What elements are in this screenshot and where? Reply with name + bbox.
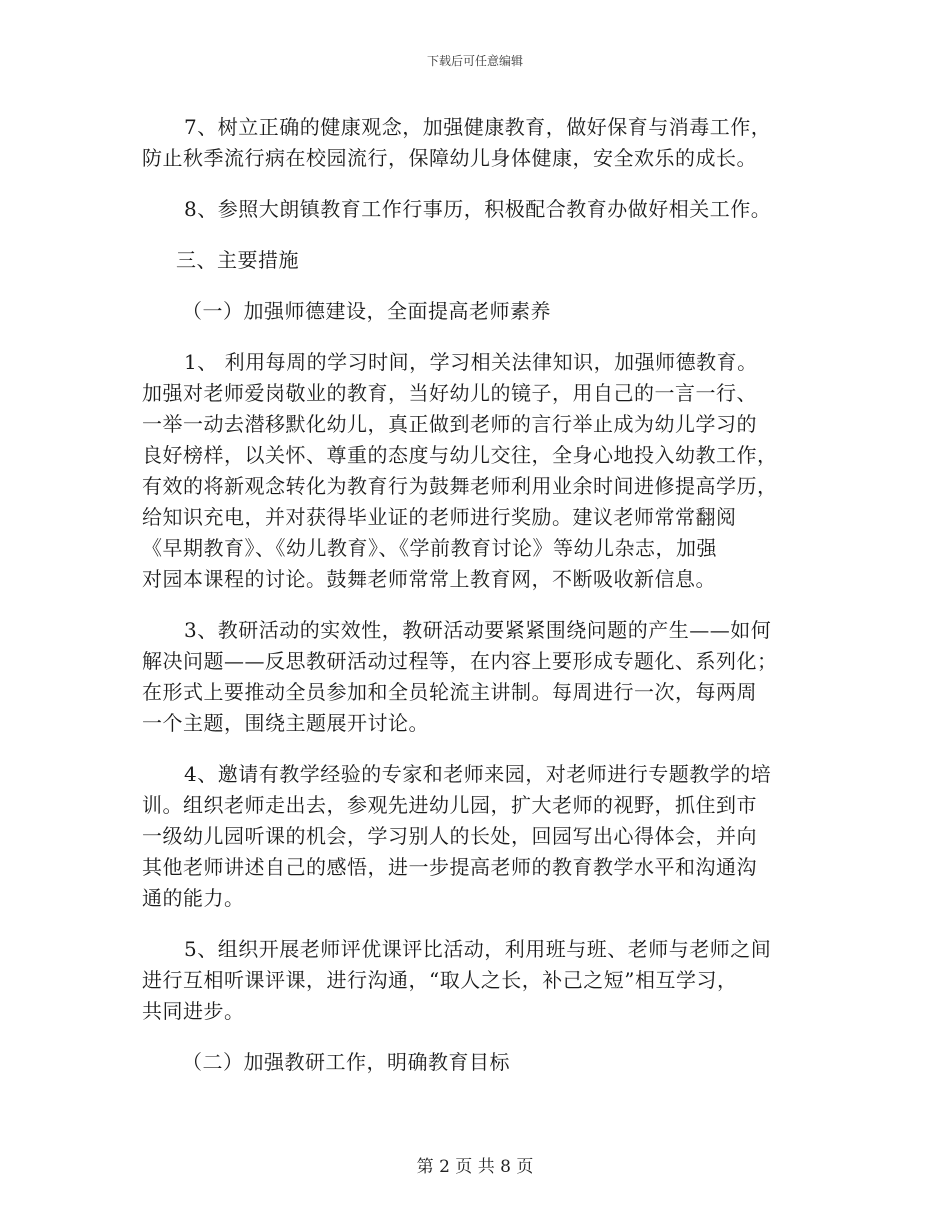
- text-line: 进行互相听课评课，进行沟通，“取人之长，补己之短”相互学习，: [142, 968, 738, 992]
- text-line: 良好榜样，以关怀、尊重的态度与幼儿交往，全身心地投入幼教工作，: [142, 443, 778, 467]
- paragraph-measure-5: [142, 934, 812, 1027]
- document-body: [142, 112, 812, 1078]
- text-line: 通的能力。: [142, 886, 245, 910]
- text-line: 1、 利用每周的学习时间，学习相关法律知识，加强师德教育。: [184, 350, 758, 374]
- subsection-heading-2: [142, 1047, 812, 1078]
- text-line: 训。组织老师走出去，参观先进幼儿园，扩大老师的视野，抓住到市: [142, 793, 757, 817]
- section-heading-measures: [142, 245, 812, 276]
- text-line: 一级幼儿园听课的机会，学习别人的长处，回园写出心得体会，并向: [142, 824, 757, 848]
- page-number: 第 2 页 共 8 页: [416, 1157, 534, 1177]
- text-line: 解决问题——反思教研活动过程等，在内容上要形成专题化、系列化；: [142, 649, 778, 673]
- section-heading: 三、主要措施: [176, 248, 299, 272]
- paragraph-item-7: [142, 112, 812, 174]
- text-line: 给知识充电，并对获得毕业证的老师进行奖励。建议老师常常翻阅: [142, 505, 737, 529]
- paragraph-measure-3: [142, 615, 812, 739]
- text-line: 一举一动去潜移默化幼儿，真正做到老师的言行举止成为幼儿学习的: [142, 412, 757, 436]
- paragraph-measure-1: [142, 347, 812, 595]
- paragraph-item-8: [142, 194, 812, 225]
- text-line: 8、参照大朗镇教育工作行事历，积极配合教育办做好相关工作。: [184, 197, 772, 221]
- subsection-heading-1: [142, 296, 812, 327]
- text-line: 对园本课程的讨论。鼓舞老师常常上教育网，不断吸收新信息。: [142, 567, 716, 591]
- text-line: 一个主题，围绕主题展开讨论。: [142, 711, 429, 735]
- text-line: 5、组织开展老师评优课评比活动，利用班与班、老师与老师之间: [184, 937, 772, 961]
- subsection-heading: （一）加强师德建设，全面提高老师素养: [182, 299, 551, 323]
- text-line: 《早期教育》、《幼儿教育》、《学前教育讨论》等幼儿杂志，加强: [142, 536, 717, 560]
- text-line: 其他老师讲述自己的感悟，进一步提高老师的教育教学水平和沟通沟: [142, 855, 757, 879]
- text-line: 防止秋季流行病在校园流行，保障幼儿身体健康，安全欢乐的成长。: [142, 146, 757, 170]
- text-line: 有效的将新观念转化为教育行为鼓舞老师利用业余时间进修提高学历，: [142, 474, 778, 498]
- header-note: 下载后可任意编辑: [426, 54, 523, 68]
- text-line: 在形式上要推动全员参加和全员轮流主讲制。每周进行一次，每两周: [142, 680, 757, 704]
- text-line: 加强对老师爱岗敬业的教育，当好幼儿的镜子，用自己的一言一行、: [142, 381, 757, 405]
- text-line: 共同进步。: [142, 999, 245, 1023]
- subsection-heading: （二）加强教研工作，明确教育目标: [182, 1050, 510, 1074]
- text-line: 4、邀请有教学经验的专家和老师来园，对老师进行专题教学的培: [184, 762, 772, 786]
- text-line: 7、树立正确的健康观念，加强健康教育，做好保育与消毒工作，: [184, 115, 772, 139]
- text-line: 3、教研活动的实效性，教研活动要紧紧围绕问题的产生——如何: [184, 618, 772, 642]
- paragraph-measure-4: [142, 759, 812, 914]
